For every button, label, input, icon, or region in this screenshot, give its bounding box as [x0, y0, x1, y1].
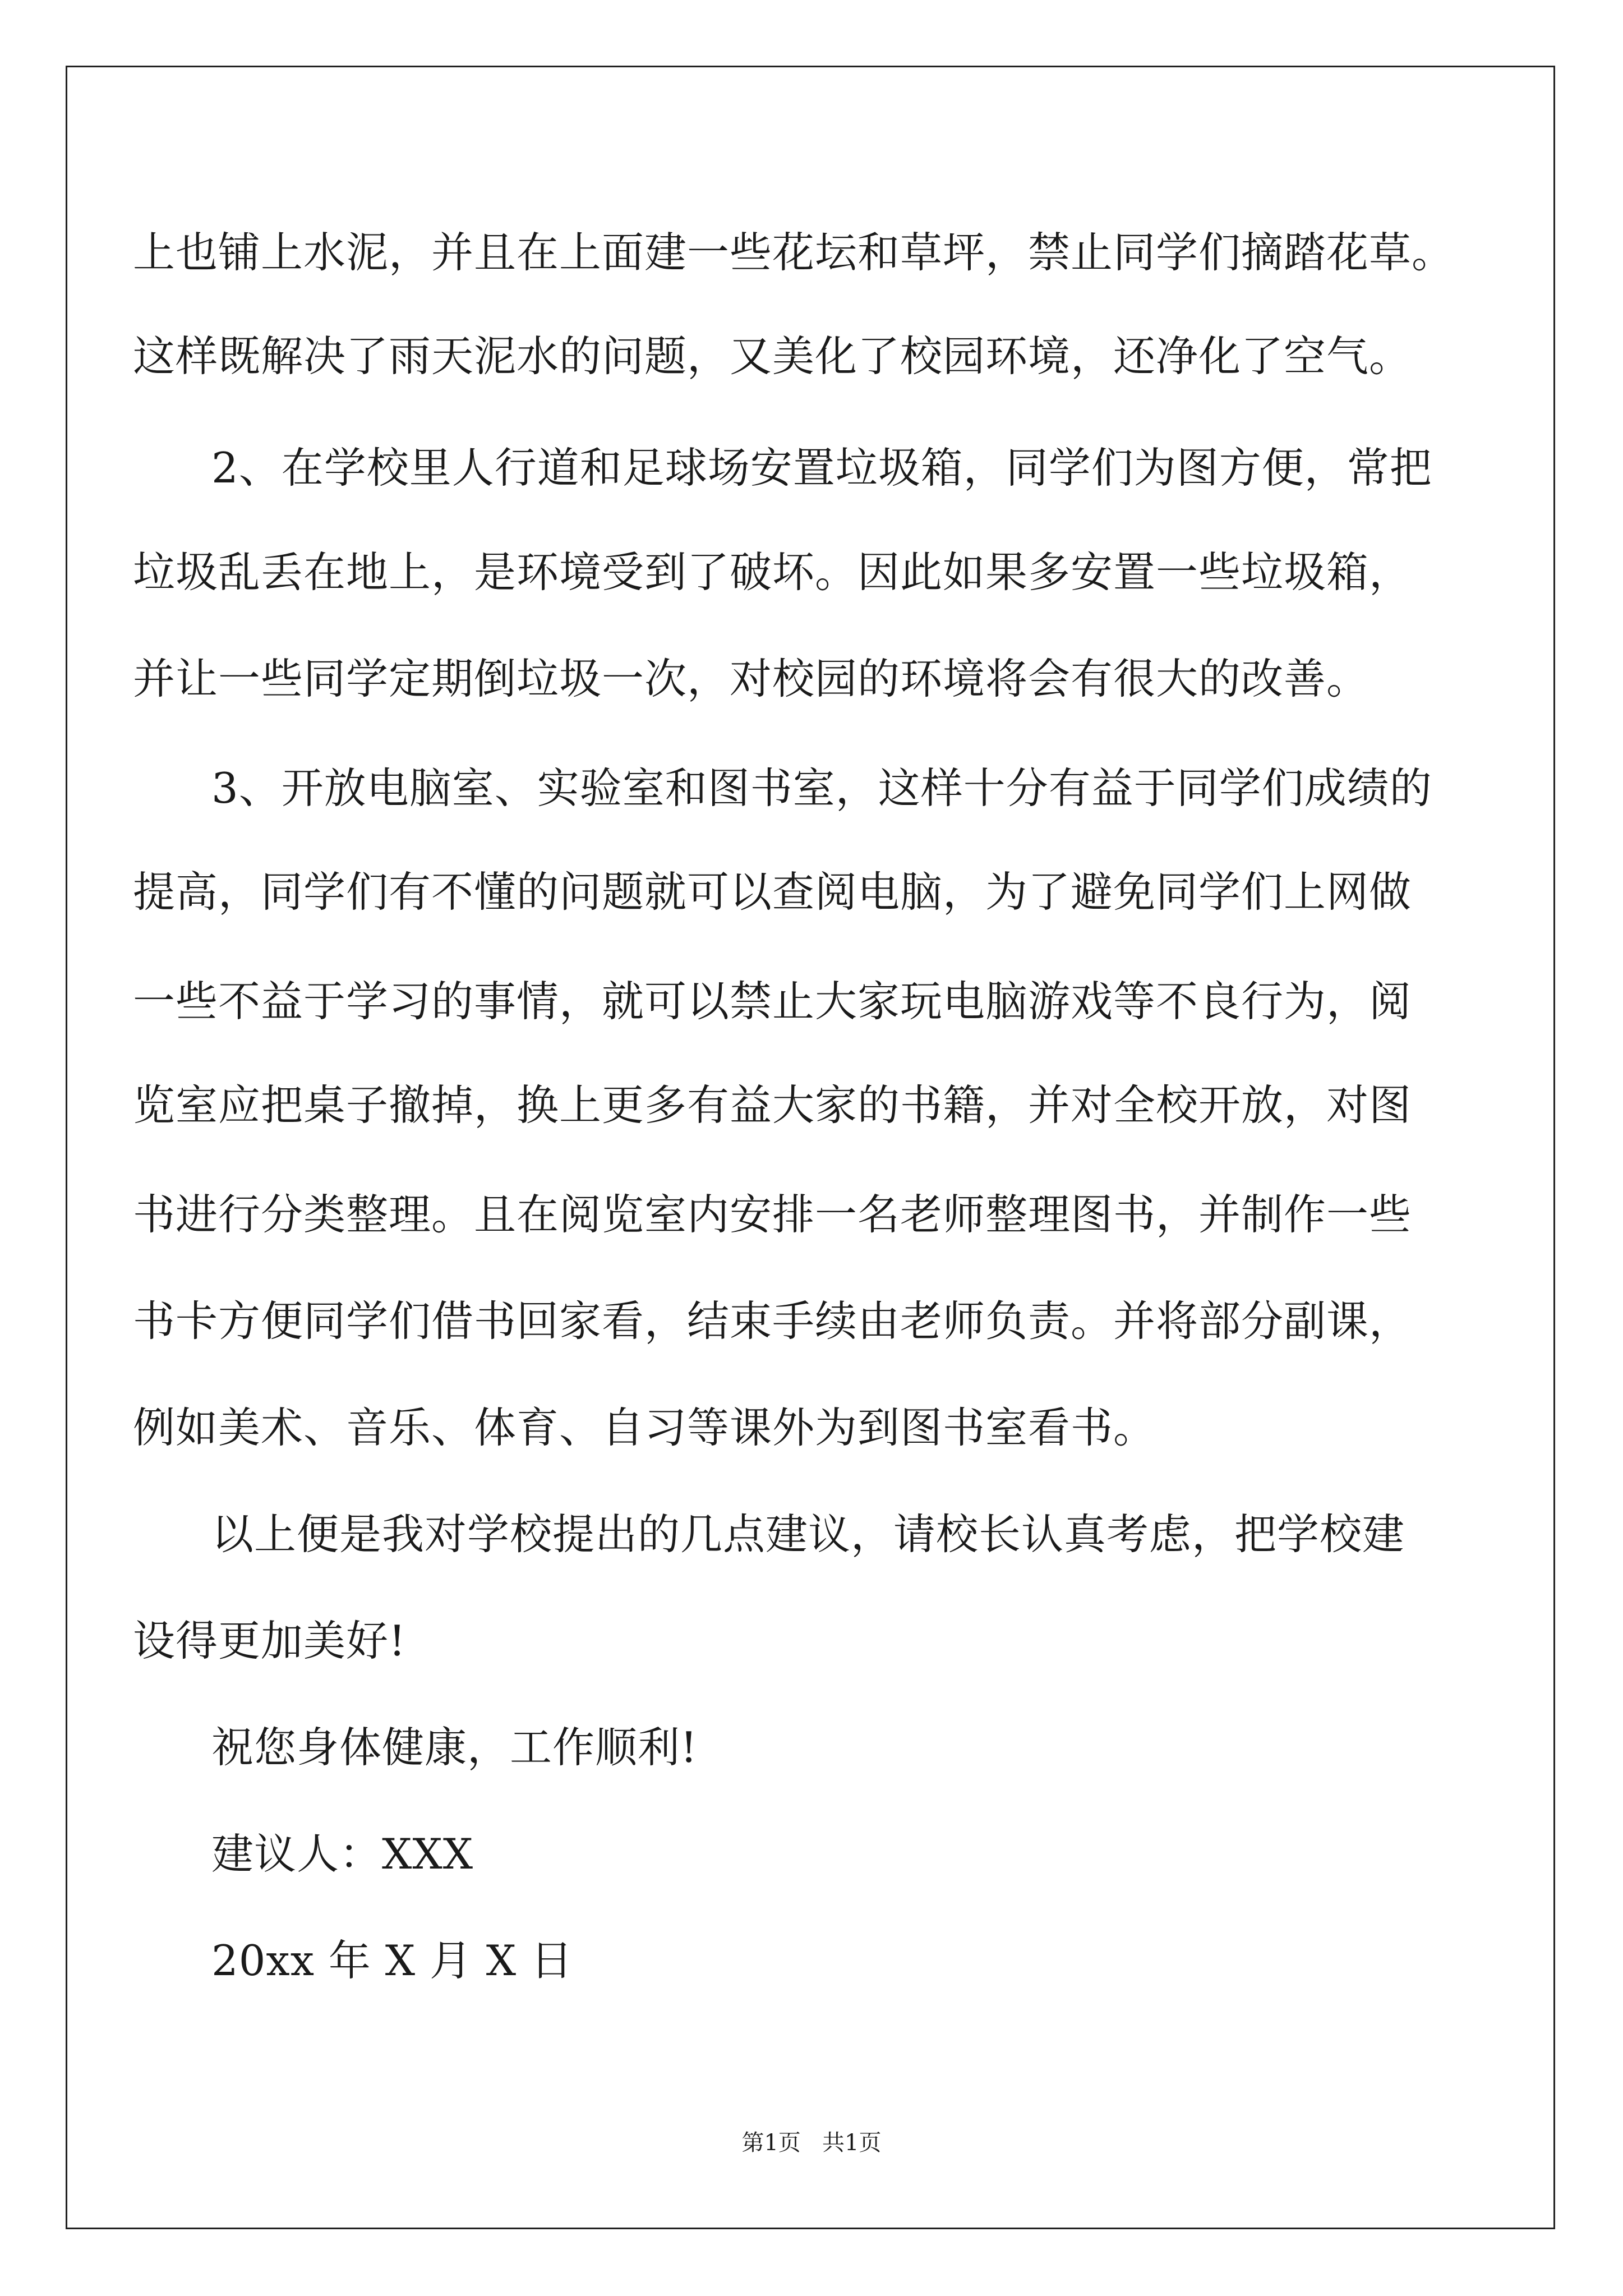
page-number-footer: 第1页 共1页 [741, 2130, 882, 2156]
paragraph-start-line: 以上便是我对学校提出的几点建议，请校长认真考虑，把学校建 [211, 1510, 1405, 1559]
body-line: 览室应把桌子撤掉，换上更多有益大家的书籍，并对全校开放，对图 [133, 1080, 1412, 1130]
page-border [66, 66, 1555, 2229]
body-line: 这样既解决了雨天泥水的问题，又美化了校园环境，还净化了空气。 [133, 332, 1412, 381]
paragraph-start-line: 2、在学校里人行道和足球场安置垃圾箱，同学们为图方便，常把 [211, 443, 1432, 493]
body-line: 并让一些同学定期倒垃圾一次，对校园的环境将会有很大的改善。 [133, 654, 1370, 703]
body-line: 一些不益于学习的事情，就可以禁止大家玩电脑游戏等不良行为，阅 [133, 977, 1412, 1026]
body-line: 上也铺上水泥，并且在上面建一些花坛和草坪，禁止同学们摘踏花草。 [133, 228, 1455, 277]
date-line: 20xx 年 X 月 X 日 [211, 1936, 574, 1985]
closing-greeting: 祝您身体健康，工作顺利! [211, 1723, 698, 1772]
body-line: 提高，同学们有不懂的问题就可以查阅电脑，为了避免同学们上网做 [133, 867, 1412, 917]
signature-line: 建议人：XXX [211, 1829, 474, 1879]
body-line: 书进行分类整理。且在阅览室内安排一名老师整理图书，并制作一些 [133, 1190, 1412, 1239]
body-line: 垃圾乱丢在地上，是环境受到了破坏。因此如果多安置一些垃圾箱， [133, 547, 1412, 597]
body-line: 设得更加美好! [133, 1616, 407, 1665]
body-line: 例如美术、音乐、体育、自习等课外为到图书室看书。 [133, 1403, 1156, 1452]
paragraph-start-line: 3、开放电脑室、实验室和图书室，这样十分有益于同学们成绩的 [211, 763, 1432, 813]
body-line: 书卡方便同学们借书回家看，结束手续由老师负责。并将部分副课， [133, 1296, 1412, 1346]
